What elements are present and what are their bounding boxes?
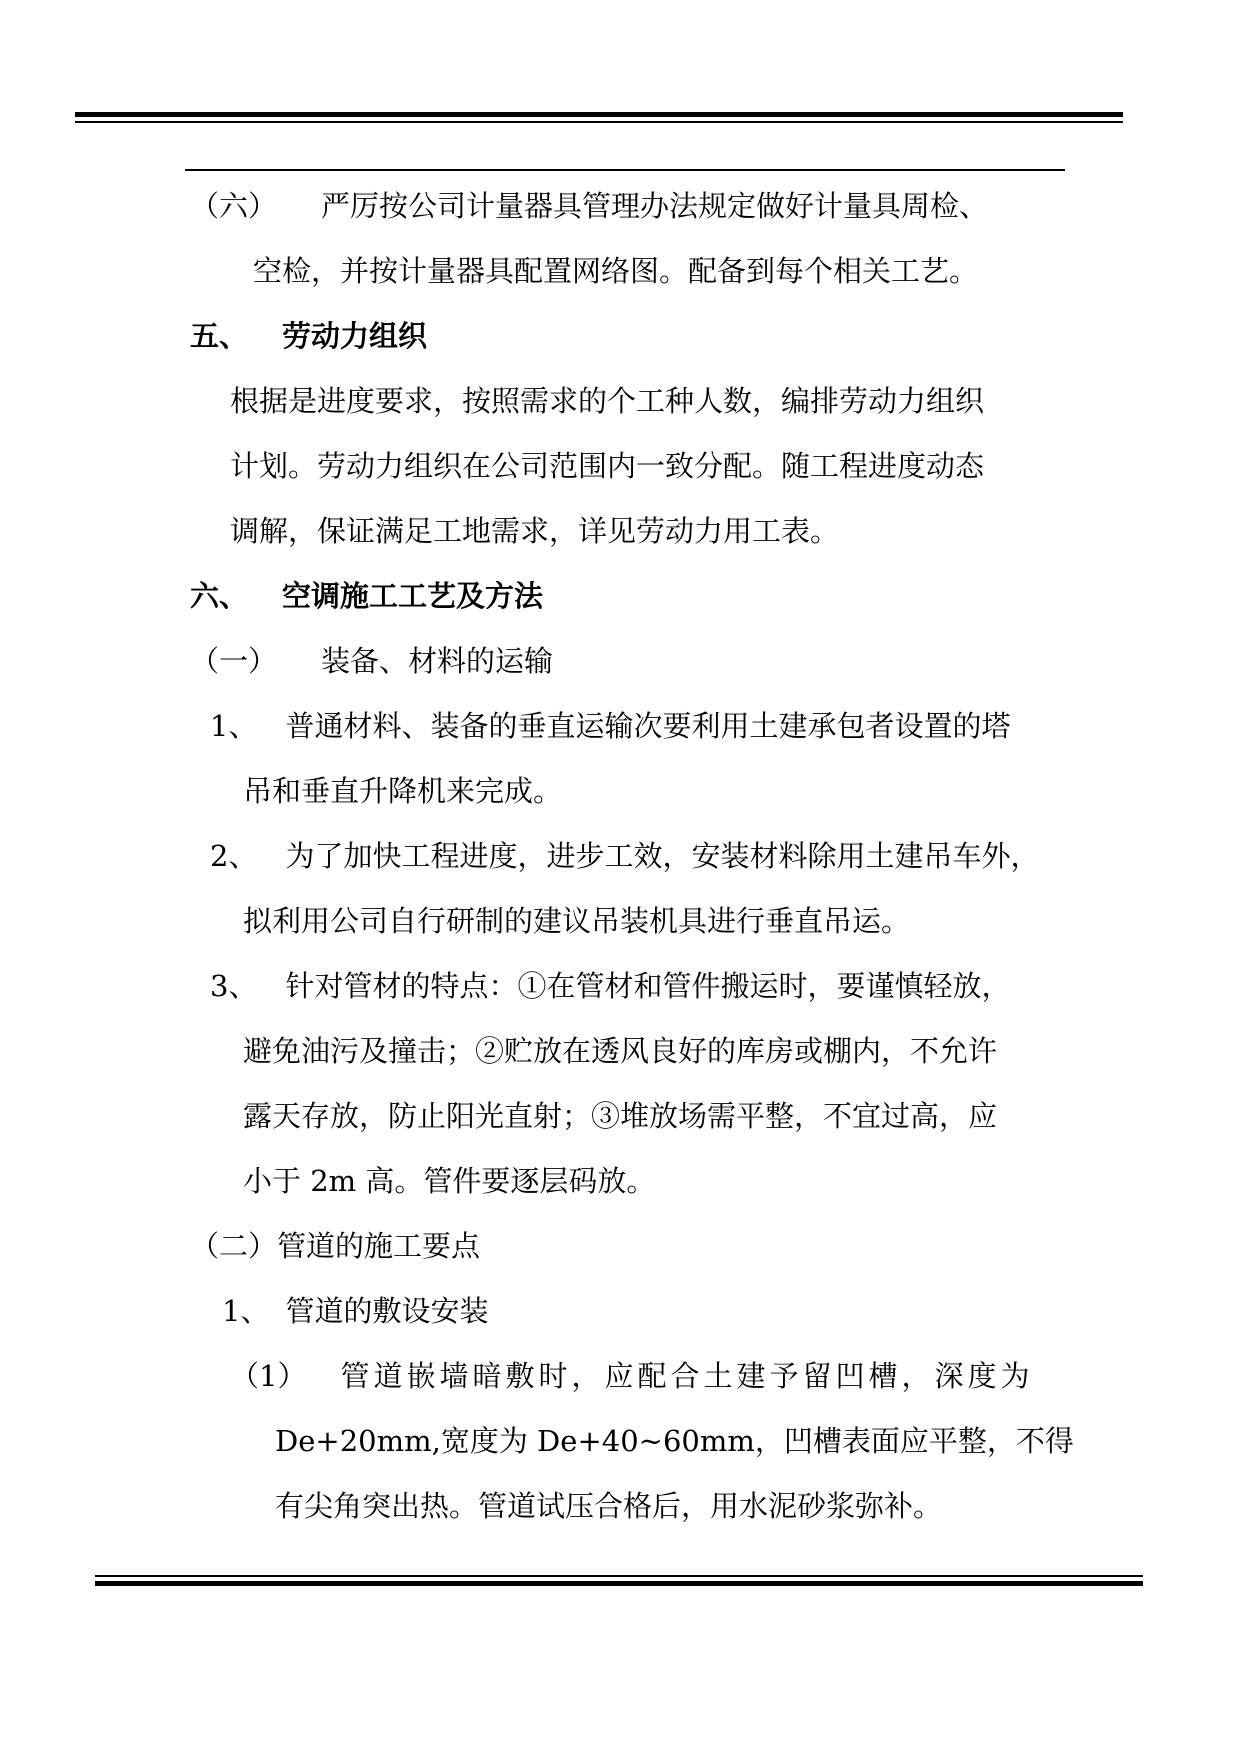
subsection-two-item-one xyxy=(222,1291,488,1331)
paragraph-one-line-2: De+20mm,宽度为 De+40~60mm，凹槽表面应平整，不得 xyxy=(275,1424,1074,1458)
item-number: 1、 xyxy=(222,1294,270,1328)
item-text: 针对管材的特点：①在管材和管件搬运时，要谨慎轻放， xyxy=(285,969,1011,1003)
section-heading-six xyxy=(190,576,543,616)
item-number: 2、 xyxy=(210,839,258,873)
section-number: 五、 xyxy=(190,319,249,353)
paragraph-marker: （六） xyxy=(190,189,278,223)
item-title: 管道的敷设安装 xyxy=(285,1294,489,1328)
subsection-marker: （一） xyxy=(190,644,278,678)
header-rule-inner xyxy=(185,169,1065,171)
subsection-title: 装备、材料的运输 xyxy=(321,644,554,678)
item-text: 普通材料、装备的垂直运输次要利用土建承包者设置的塔 xyxy=(285,709,1011,743)
paragraph-one-line-3: 有尖角突出热。管道试压合格后，用水泥砂浆弥补。 xyxy=(275,1489,943,1523)
paragraph-text: 管道嵌墙暗敷时，应配合土建予留凹槽，深度为 xyxy=(340,1359,1034,1393)
item-three-line-3: 露天存放，防止阳光直射；③堆放场需平整，不宜过高，应 xyxy=(243,1099,998,1133)
paragraph-marker: （1） xyxy=(230,1359,307,1393)
item-three-line-2: 避免油污及撞击；②贮放在透风良好的库房或棚内，不允许 xyxy=(243,1034,998,1068)
item-three-line-4: 小于 2m 高。管件要逐层码放。 xyxy=(243,1164,656,1198)
item-number: 3、 xyxy=(210,969,258,1003)
paragraph-one-line-1 xyxy=(230,1356,1033,1396)
item-number: 1、 xyxy=(210,709,258,743)
item-one-line-1 xyxy=(210,706,1010,746)
item-three-line-1 xyxy=(210,966,1010,1006)
paragraph-six-line-2: 空检，并按计量器具配置网络图。配备到每个相关工艺。 xyxy=(253,254,979,288)
footer-rule-thin xyxy=(95,1575,1143,1577)
paragraph-six-line-1 xyxy=(190,186,988,226)
section-five-body-line-2: 计划。劳动力组织在公司范围内一致分配。随工程进度动态 xyxy=(230,449,985,483)
section-title: 空调施工工艺及方法 xyxy=(282,579,544,613)
section-number: 六、 xyxy=(190,579,249,613)
section-five-body-line-3: 调解，保证满足工地需求，详见劳动力用工表。 xyxy=(230,514,840,548)
header-rule-thick xyxy=(75,112,1123,117)
item-two-line-1 xyxy=(210,836,1039,876)
section-title: 劳动力组织 xyxy=(282,319,428,353)
section-five-body-line-1: 根据是进度要求，按照需求的个工种人数，编排劳动力组织 xyxy=(230,384,985,418)
header-rule-thin xyxy=(75,121,1123,123)
item-text: 为了加快工程进度，进步工效，安装材料除用土建吊车外， xyxy=(285,839,1040,873)
paragraph-text: 严厉按公司计量器具管理办法规定做好计量具周检、 xyxy=(321,189,989,223)
subsection-one-heading xyxy=(190,641,553,681)
section-heading-five xyxy=(190,316,427,356)
item-one-line-2: 吊和垂直升降机来完成。 xyxy=(243,774,563,808)
subsection-two-heading: （二）管道的施工要点 xyxy=(190,1229,481,1263)
footer-rule-thick xyxy=(95,1581,1143,1586)
item-two-line-2: 拟利用公司自行研制的建议吊装机具进行垂直吊运。 xyxy=(243,904,911,938)
